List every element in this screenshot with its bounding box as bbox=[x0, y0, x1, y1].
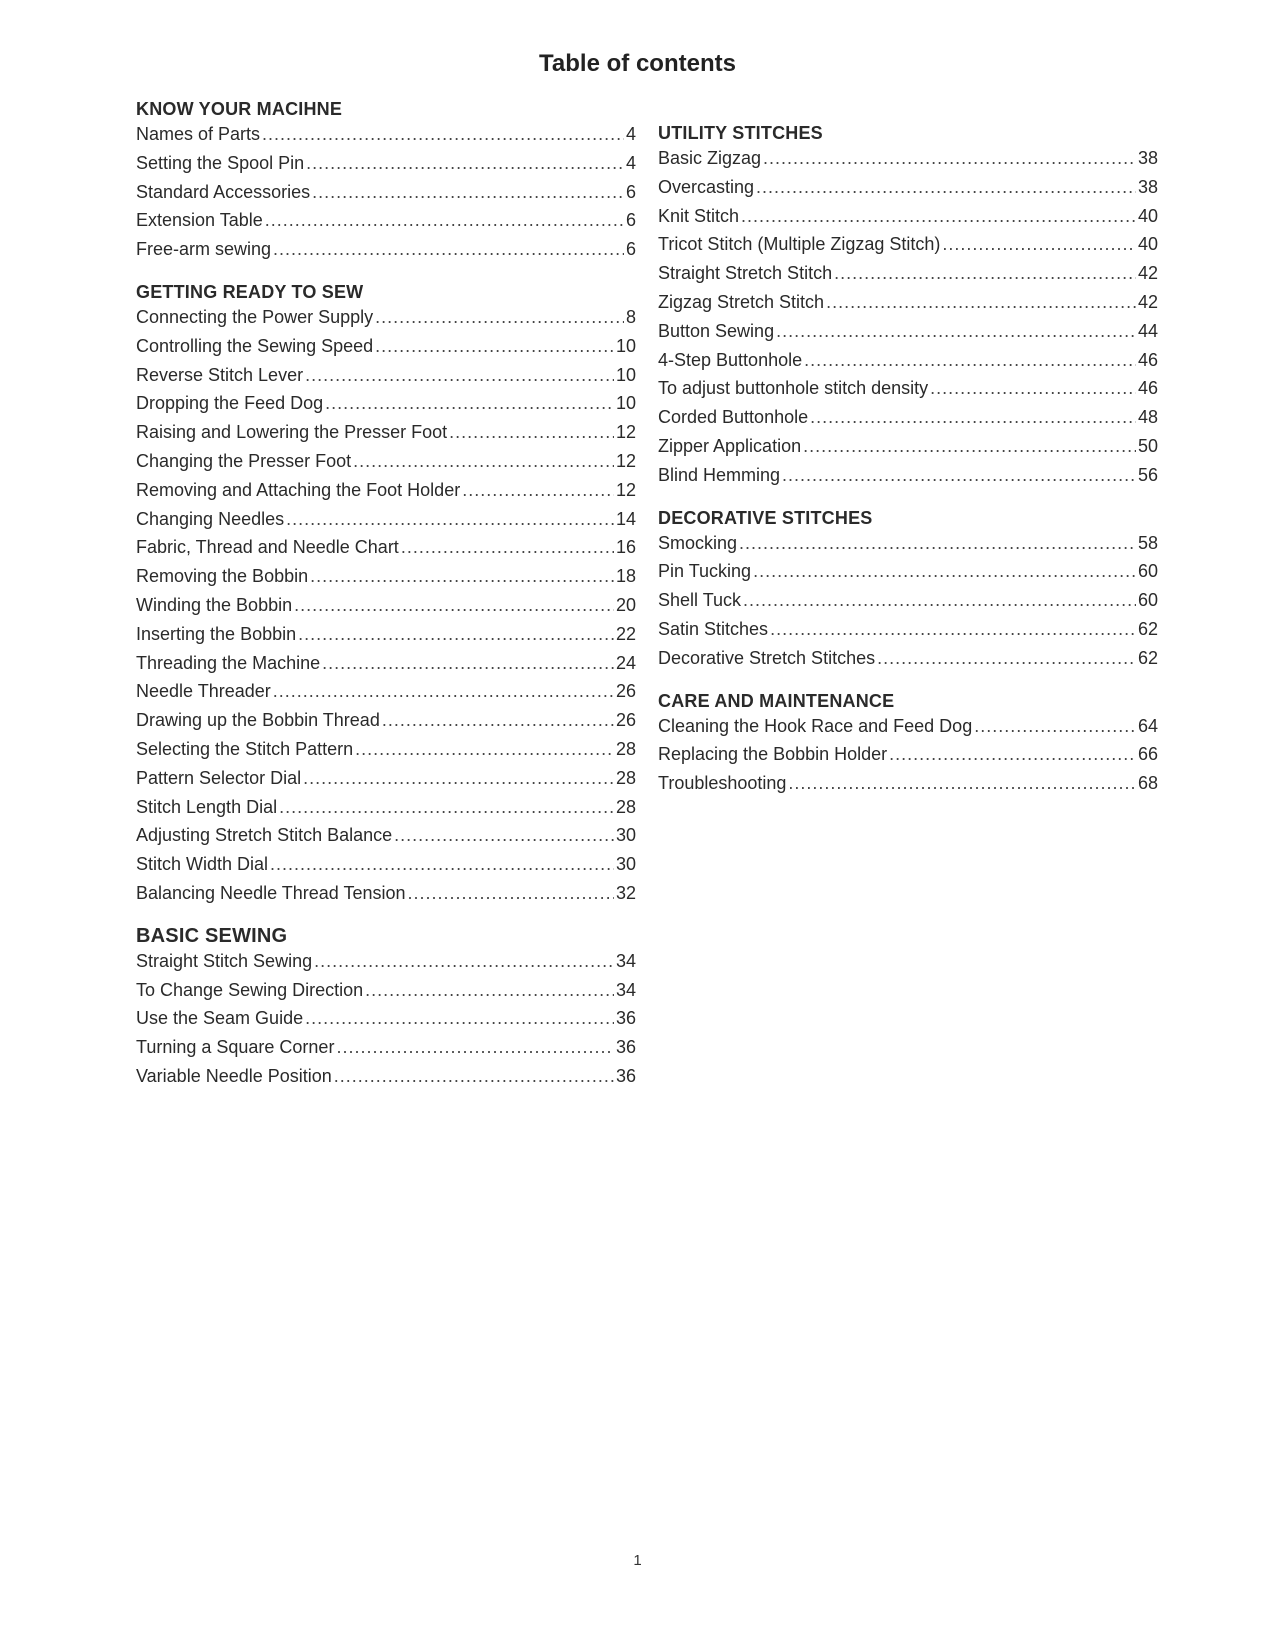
entry-label: 4-Step Buttonhole bbox=[658, 349, 803, 370]
dot-leader bbox=[355, 735, 614, 764]
toc-entry[interactable] bbox=[658, 586, 1158, 615]
toc-entry[interactable] bbox=[136, 178, 636, 207]
entry-page: 24 bbox=[615, 652, 636, 673]
entry-label: Straight Stretch Stitch bbox=[658, 263, 833, 284]
entry-page: 38 bbox=[1137, 176, 1158, 197]
toc-entry[interactable] bbox=[136, 591, 636, 620]
entry-page: 60 bbox=[1137, 561, 1158, 582]
toc-entry[interactable] bbox=[658, 432, 1158, 461]
dot-leader bbox=[365, 976, 614, 1005]
entry-label: Pattern Selector Dial bbox=[136, 767, 302, 788]
entry-page: 10 bbox=[615, 364, 636, 385]
toc-entry[interactable] bbox=[658, 529, 1158, 558]
toc-entry[interactable] bbox=[136, 620, 636, 649]
toc-entry[interactable] bbox=[136, 120, 636, 149]
entry-label: Cleaning the Hook Race and Feed Dog bbox=[658, 715, 973, 736]
entry-label: To Change Sewing Direction bbox=[136, 979, 364, 1000]
dot-leader bbox=[322, 649, 614, 678]
toc-entry[interactable] bbox=[136, 1062, 636, 1091]
toc-left-column bbox=[136, 98, 636, 1108]
dot-leader bbox=[776, 317, 1136, 346]
dot-leader bbox=[739, 529, 1136, 558]
entry-page: 10 bbox=[615, 335, 636, 356]
dot-leader bbox=[375, 332, 614, 361]
toc-entry[interactable] bbox=[658, 374, 1158, 403]
section-heading: GETTING READY TO SEW bbox=[136, 281, 364, 302]
section-heading: BASIC SEWING bbox=[136, 924, 288, 947]
dot-leader bbox=[394, 821, 614, 850]
dot-leader bbox=[273, 677, 614, 706]
dot-leader bbox=[334, 1062, 614, 1091]
entry-label: Raising and Lowering the Presser Foot bbox=[136, 422, 448, 443]
dot-leader bbox=[741, 202, 1136, 231]
entry-page: 34 bbox=[615, 979, 636, 1000]
dot-leader bbox=[770, 615, 1136, 644]
entry-label: To adjust buttonhole stitch density bbox=[658, 378, 929, 399]
dot-leader bbox=[930, 374, 1136, 403]
entry-label: Setting the Spool Pin bbox=[136, 152, 305, 173]
entry-page: 6 bbox=[625, 181, 636, 202]
toc-entry[interactable] bbox=[658, 317, 1158, 346]
dot-leader bbox=[375, 303, 624, 332]
entry-label: Zigzag Stretch Stitch bbox=[658, 291, 825, 312]
entry-label: Free-arm sewing bbox=[136, 239, 272, 260]
toc-entry[interactable] bbox=[136, 879, 636, 908]
entry-label: Knit Stitch bbox=[658, 205, 740, 226]
entry-label: Controlling the Sewing Speed bbox=[136, 335, 374, 356]
dot-leader bbox=[336, 1033, 614, 1062]
toc-entry[interactable] bbox=[658, 173, 1158, 202]
entry-label: Fabric, Thread and Needle Chart bbox=[136, 537, 399, 558]
entry-label: Straight Stitch Sewing bbox=[136, 950, 313, 971]
entry-label: Stitch Length Dial bbox=[136, 796, 278, 817]
entry-label: Overcasting bbox=[658, 176, 755, 197]
toc-entry[interactable] bbox=[136, 976, 636, 1005]
dot-leader bbox=[353, 447, 614, 476]
entry-page: 16 bbox=[615, 537, 636, 558]
entry-label: Changing the Presser Foot bbox=[136, 450, 352, 471]
entry-label: Replacing the Bobbin Holder bbox=[658, 744, 888, 765]
entry-label: Corded Buttonhole bbox=[658, 407, 809, 428]
toc-entry[interactable] bbox=[136, 677, 636, 706]
toc-entry[interactable] bbox=[136, 206, 636, 235]
entry-page: 28 bbox=[615, 796, 636, 817]
dot-leader bbox=[834, 259, 1136, 288]
section-heading: DECORATIVE STITCHES bbox=[658, 507, 873, 528]
toc-entry[interactable] bbox=[658, 712, 1158, 741]
entry-page: 28 bbox=[615, 738, 636, 759]
entry-page: 60 bbox=[1137, 590, 1158, 611]
entry-label: Removing the Bobbin bbox=[136, 566, 309, 587]
entry-page: 12 bbox=[615, 450, 636, 471]
entry-page: 42 bbox=[1137, 263, 1158, 284]
entry-label: Pin Tucking bbox=[658, 561, 752, 582]
dot-leader bbox=[298, 620, 614, 649]
entry-label: Turning a Square Corner bbox=[136, 1037, 335, 1058]
entry-label: Shell Tuck bbox=[658, 590, 742, 611]
toc-entry[interactable] bbox=[658, 644, 1158, 673]
dot-leader bbox=[408, 879, 614, 908]
entry-page: 12 bbox=[615, 479, 636, 500]
toc-entry[interactable] bbox=[136, 332, 636, 361]
section-heading: KNOW YOUR MACIHNE bbox=[136, 99, 343, 119]
dot-leader bbox=[305, 1004, 614, 1033]
entry-page: 8 bbox=[625, 306, 636, 327]
entry-label: Threading the Machine bbox=[136, 652, 321, 673]
toc-section-know-your-machine bbox=[136, 98, 636, 264]
dot-leader bbox=[314, 947, 614, 976]
toc-entry[interactable] bbox=[136, 533, 636, 562]
entry-label: Tricot Stitch (Multiple Zigzag Stitch) bbox=[658, 234, 941, 255]
page-title: Table of contents bbox=[539, 50, 736, 77]
entry-page: 46 bbox=[1137, 378, 1158, 399]
toc-entry[interactable] bbox=[136, 562, 636, 591]
entry-page: 30 bbox=[615, 825, 636, 846]
toc-entry[interactable] bbox=[136, 361, 636, 390]
entry-page: 26 bbox=[615, 710, 636, 731]
entry-label: Variable Needle Position bbox=[136, 1065, 332, 1086]
entry-page: 28 bbox=[615, 767, 636, 788]
dot-leader bbox=[262, 120, 624, 149]
entry-label: Winding the Bobbin bbox=[136, 594, 293, 615]
toc-entry[interactable] bbox=[136, 235, 636, 264]
toc-entry[interactable] bbox=[658, 202, 1158, 231]
entry-label: Changing Needles bbox=[136, 508, 285, 529]
dot-leader bbox=[303, 764, 614, 793]
entry-label: Blind Hemming bbox=[658, 464, 781, 485]
toc-entry[interactable] bbox=[658, 259, 1158, 288]
section-heading: CARE AND MAINTENANCE bbox=[658, 690, 895, 711]
entry-page: 50 bbox=[1137, 435, 1158, 456]
dot-leader bbox=[449, 418, 614, 447]
entry-label: Smocking bbox=[658, 532, 738, 553]
toc-entry[interactable] bbox=[658, 230, 1158, 259]
entry-page: 56 bbox=[1137, 464, 1158, 485]
entry-page: 42 bbox=[1137, 291, 1158, 312]
dot-leader bbox=[265, 206, 624, 235]
toc-entry[interactable] bbox=[658, 403, 1158, 432]
toc-entry[interactable] bbox=[136, 476, 636, 505]
toc-entry[interactable] bbox=[136, 850, 636, 879]
entry-page: 66 bbox=[1137, 744, 1158, 765]
toc-section-basic-sewing bbox=[136, 925, 636, 1091]
toc-entry[interactable] bbox=[136, 1033, 636, 1062]
toc-entry[interactable] bbox=[658, 288, 1158, 317]
entry-page: 26 bbox=[615, 681, 636, 702]
entry-page: 14 bbox=[615, 508, 636, 529]
toc-entry[interactable] bbox=[136, 149, 636, 178]
entry-page: 40 bbox=[1137, 234, 1158, 255]
entry-page: 64 bbox=[1137, 715, 1158, 736]
dot-leader bbox=[279, 793, 614, 822]
dot-leader bbox=[312, 178, 624, 207]
entry-label: Stitch Width Dial bbox=[136, 854, 269, 875]
entry-label: Button Sewing bbox=[658, 320, 775, 341]
dot-leader bbox=[325, 389, 614, 418]
toc-entry[interactable] bbox=[658, 557, 1158, 586]
entry-label: Selecting the Stitch Pattern bbox=[136, 738, 354, 759]
dot-leader bbox=[743, 586, 1136, 615]
dot-leader bbox=[804, 346, 1136, 375]
entry-label: Names of Parts bbox=[136, 124, 261, 144]
entry-page: 36 bbox=[615, 1008, 636, 1029]
toc-entry[interactable] bbox=[136, 1004, 636, 1033]
toc-right-column bbox=[658, 122, 1158, 815]
entry-label: Reverse Stitch Lever bbox=[136, 364, 304, 385]
entry-label: Troubleshooting bbox=[658, 773, 787, 794]
entry-label: Zipper Application bbox=[658, 435, 802, 456]
entry-label: Drawing up the Bobbin Thread bbox=[136, 710, 380, 731]
toc-entry[interactable] bbox=[658, 615, 1158, 644]
toc-section-getting-ready bbox=[136, 281, 636, 908]
entry-label: Connecting the Power Supply bbox=[136, 306, 374, 327]
dot-leader bbox=[803, 432, 1136, 461]
toc-entry[interactable] bbox=[658, 144, 1158, 173]
toc-entry[interactable] bbox=[136, 764, 636, 793]
toc-entry[interactable] bbox=[136, 735, 636, 764]
toc-entry[interactable] bbox=[136, 649, 636, 678]
dot-leader bbox=[756, 173, 1136, 202]
dot-leader bbox=[270, 850, 614, 879]
dot-leader bbox=[286, 505, 614, 534]
page-number: 1 bbox=[633, 1552, 642, 1569]
toc-entry[interactable] bbox=[658, 769, 1158, 798]
entry-page: 36 bbox=[615, 1065, 636, 1086]
dot-leader bbox=[942, 230, 1136, 259]
toc-entry[interactable] bbox=[136, 793, 636, 822]
entry-page: 44 bbox=[1137, 320, 1158, 341]
toc-entry[interactable] bbox=[136, 821, 636, 850]
toc-entry[interactable] bbox=[136, 947, 636, 976]
dot-leader bbox=[401, 533, 614, 562]
toc-entry[interactable] bbox=[136, 447, 636, 476]
entry-page: 58 bbox=[1137, 532, 1158, 553]
entry-label: Removing and Attaching the Foot Holder bbox=[136, 479, 461, 500]
entry-page: 12 bbox=[615, 422, 636, 443]
dot-leader bbox=[810, 403, 1136, 432]
dot-leader bbox=[310, 562, 614, 591]
entry-label: Satin Stitches bbox=[658, 618, 769, 639]
dot-leader bbox=[382, 706, 614, 735]
entry-page: 62 bbox=[1137, 618, 1158, 639]
entry-page: 20 bbox=[615, 594, 636, 615]
section-heading: UTILITY STITCHES bbox=[658, 123, 823, 143]
entry-page: 34 bbox=[615, 950, 636, 971]
toc-entry[interactable] bbox=[136, 706, 636, 735]
entry-page: 10 bbox=[615, 393, 636, 414]
entry-page: 6 bbox=[625, 239, 636, 260]
toc-entry[interactable] bbox=[136, 505, 636, 534]
entry-label: Basic Zigzag bbox=[658, 148, 762, 168]
dot-leader bbox=[305, 361, 614, 390]
entry-label: Decorative Stretch Stitches bbox=[658, 647, 876, 668]
toc-section-utility-stitches bbox=[658, 122, 1158, 490]
entry-page: 4 bbox=[625, 152, 636, 173]
toc-entry[interactable] bbox=[136, 418, 636, 447]
entry-page: 30 bbox=[615, 854, 636, 875]
dot-leader bbox=[462, 476, 614, 505]
entry-page: 18 bbox=[615, 566, 636, 587]
entry-label: Dropping the Feed Dog bbox=[136, 393, 324, 414]
dot-leader bbox=[782, 461, 1136, 490]
entry-page: 40 bbox=[1137, 205, 1158, 226]
dot-leader bbox=[826, 288, 1136, 317]
entry-page: 4 bbox=[625, 124, 636, 144]
toc-section-care-maintenance bbox=[658, 690, 1158, 798]
entry-page: 68 bbox=[1137, 773, 1158, 794]
dot-leader bbox=[306, 149, 624, 178]
entry-label: Standard Accessories bbox=[136, 181, 311, 202]
entry-label: Adjusting Stretch Stitch Balance bbox=[136, 825, 393, 846]
entry-page: 32 bbox=[615, 882, 636, 903]
dot-leader bbox=[889, 740, 1136, 769]
dot-leader bbox=[877, 644, 1136, 673]
toc-entry[interactable] bbox=[658, 461, 1158, 490]
entry-page: 62 bbox=[1137, 647, 1158, 668]
entry-page: 48 bbox=[1137, 407, 1158, 428]
dot-leader bbox=[974, 712, 1136, 741]
toc-entry[interactable] bbox=[136, 303, 636, 332]
entry-page: 38 bbox=[1137, 148, 1158, 168]
entry-label: Use the Seam Guide bbox=[136, 1008, 304, 1029]
entry-label: Needle Threader bbox=[136, 681, 271, 702]
toc-entry[interactable] bbox=[658, 346, 1158, 375]
toc-entry[interactable] bbox=[136, 389, 636, 418]
dot-leader bbox=[273, 235, 624, 264]
dot-leader bbox=[763, 144, 1136, 173]
entry-page: 22 bbox=[615, 623, 636, 644]
dot-leader bbox=[294, 591, 614, 620]
toc-entry[interactable] bbox=[658, 740, 1158, 769]
toc-section-decorative-stitches bbox=[658, 507, 1158, 673]
entry-label: Inserting the Bobbin bbox=[136, 623, 297, 644]
entry-label: Balancing Needle Thread Tension bbox=[136, 882, 406, 903]
entry-page: 6 bbox=[625, 210, 636, 231]
entry-page: 46 bbox=[1137, 349, 1158, 370]
dot-leader bbox=[788, 769, 1136, 798]
entry-label: Extension Table bbox=[136, 210, 263, 231]
entry-page: 36 bbox=[615, 1037, 636, 1058]
dot-leader bbox=[753, 557, 1136, 586]
